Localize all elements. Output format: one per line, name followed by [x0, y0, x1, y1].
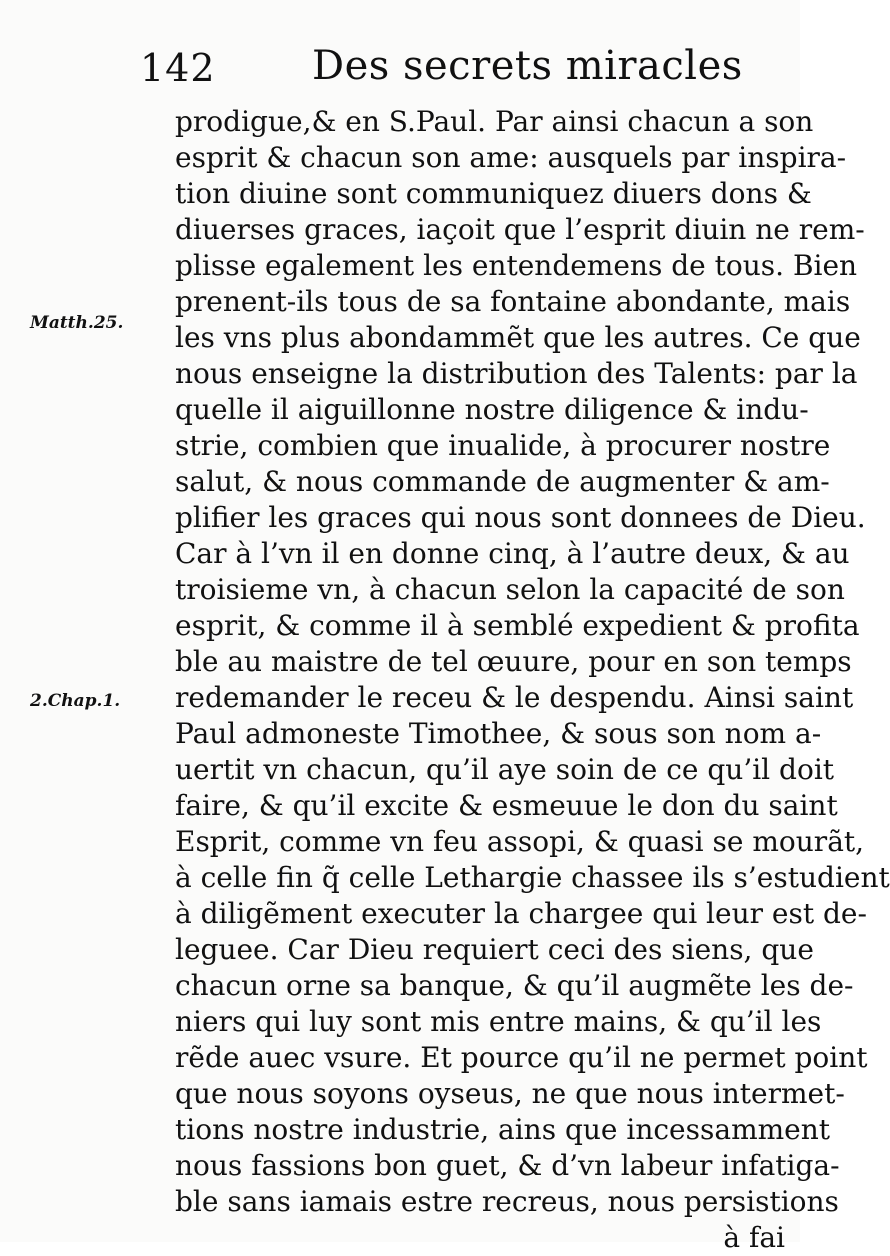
- text-line: faire, & qu’il excite & esmeuue le don du saint: [175, 789, 838, 822]
- text-line: chacun orne sa banque, & qu’il augmẽte les de-: [175, 969, 854, 1002]
- body-text: [175, 104, 890, 1256]
- text-line: tion diuine sont communiquez diuers dons &: [175, 177, 812, 210]
- text-line: prodigue,& en S.Paul. Par ainsi chacun a son: [175, 105, 814, 138]
- running-title: Des secrets miracles: [312, 43, 743, 89]
- text-line: esprit, & comme il à semblé expedient & profita: [175, 609, 860, 642]
- margin-note-matthew: Matth.25.: [30, 313, 124, 333]
- text-line: troisieme vn, à chacun selon la capacité de son: [175, 573, 845, 606]
- text-line: redemander le receu & le despendu. Ainsi saint: [175, 681, 854, 714]
- text-line: que nous soyons oyseus, ne que nous intermet-: [175, 1077, 845, 1110]
- text-line: Car à l’vn il en donne cinq, à l’autre deux, & au: [175, 537, 850, 570]
- text-line: nous fassions bon guet, & d’vn labeur infatiga-: [175, 1149, 840, 1182]
- text-line: uertit vn chacun, qu’il aye soin de ce qu’il doit: [175, 753, 835, 786]
- text-line: ble au maistre de tel œuure, pour en son temps: [175, 645, 852, 678]
- text-line: diuerses graces, iaçoit que l’esprit diuin ne rem-: [175, 213, 865, 246]
- text-line: leguee. Car Dieu requiert ceci des siens, que: [175, 933, 814, 966]
- text-line: niers qui luy sont mis entre mains, & qu’il les: [175, 1005, 822, 1038]
- text-line: Paul admoneste Timothee, & sous son nom a-: [175, 717, 822, 750]
- text-line: salut, & nous commande de augmenter & am-: [175, 465, 830, 498]
- catchword: à fai: [723, 1221, 785, 1254]
- text-line: tions nostre industrie, ains que incessamment: [175, 1113, 831, 1146]
- text-line: plisse egalement les entendemens de tous. Bien: [175, 249, 858, 282]
- text-line: à diligẽment executer la chargee qui leur est de-: [175, 897, 867, 930]
- text-line: esprit & chacun son ame: ausquels par inspira-: [175, 141, 847, 174]
- text-line: plifier les graces qui nous sont donnees de Dieu.: [175, 501, 866, 534]
- text-line: quelle il aiguillonne nostre diligence & indu-: [175, 393, 809, 426]
- text-line: nous enseigne la distribution des Talents: par la: [175, 357, 858, 390]
- text-line: Esprit, comme vn feu assopi, & quasi se mourãt,: [175, 825, 865, 858]
- text-line: prenent-ils tous de sa fontaine abondante, mais: [175, 285, 851, 318]
- text-line: ble sans iamais estre recreus, nous persistions: [175, 1185, 839, 1218]
- text-line: strie, combien que inualide, à procurer nostre: [175, 429, 831, 462]
- text-line: rẽde auec vsure. Et pource qu’il ne permet point: [175, 1041, 868, 1074]
- page-number: 142: [140, 46, 216, 90]
- text-line: à celle fin q̃ celle Lethargie chassee ils s’estudient: [175, 861, 890, 894]
- text-line: les vns plus abondammẽt que les autres. Ce que: [175, 321, 861, 354]
- margin-note-chapter: 2.Chap.1.: [30, 691, 121, 711]
